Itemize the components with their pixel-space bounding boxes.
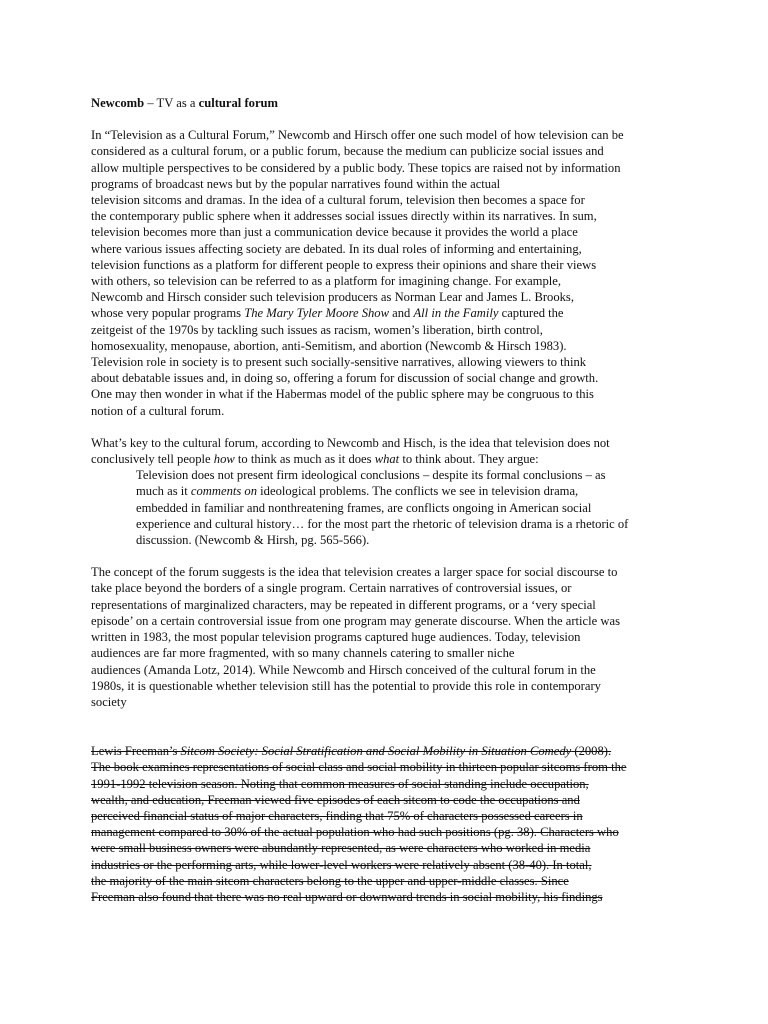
struck-line: were small business owners were abundantly represented, as were characters who worked in media bbox=[91, 841, 591, 856]
key-idea-pre: conclusively tell people bbox=[91, 452, 214, 467]
struck-line: management compared to 30% of the actual population who had such positions (pg. 38). Characters who bbox=[91, 825, 619, 840]
text-line: society bbox=[91, 694, 127, 709]
heading-dash-text: – TV as a bbox=[144, 96, 199, 110]
text-line-programs bbox=[91, 305, 680, 321]
quote-line-comments-on bbox=[136, 483, 680, 499]
key-idea-mid: to think as much as it does bbox=[234, 452, 375, 467]
quote-pre: much as it bbox=[136, 484, 191, 499]
text-line-how-what bbox=[91, 451, 680, 467]
paragraph-freeman-struck bbox=[91, 743, 680, 905]
quote-line: discussion. (Newcomb & Hirsh, pg. 565-566). bbox=[136, 533, 370, 548]
paragraph-key-idea bbox=[91, 435, 680, 467]
text-line: homosexuality, menopause, abortion, anti-Semitism, and abortion (Newcomb & Hirsch 1983). bbox=[91, 338, 567, 353]
freeman-pre: Lewis Freeman’s bbox=[91, 744, 181, 759]
text-line: One may then wonder in what if the Habermas model of the public sphere may be congruous to this bbox=[91, 387, 594, 402]
text-line: Television role in society is to present such socially-sensitive narratives, allowing viewers to think bbox=[91, 355, 587, 370]
programs-pre: whose very popular programs bbox=[91, 306, 245, 321]
quote-line: Television does not present firm ideological conclusions – despite its formal conclusions – as bbox=[136, 468, 606, 483]
key-idea-post: to think about. They argue: bbox=[399, 452, 539, 467]
block-quote bbox=[136, 467, 680, 548]
quote-line: embedded in familiar and nonthreatening frames, are conflicts ongoing in American social bbox=[136, 500, 592, 515]
text-line: television becomes more than just a communication device because it provides the world a place bbox=[91, 225, 578, 240]
emphasis-comments-on: comments on bbox=[190, 484, 258, 499]
text-line: programs of broadcast news but by the popular narratives found within the actual bbox=[91, 176, 501, 191]
text-line: take place beyond the borders of a single program. Certain narratives of controversial issues, or bbox=[91, 581, 572, 596]
text-line: The concept of the forum suggests is the idea that television creates a larger space for social discourse to bbox=[91, 565, 618, 580]
text-line: In “Television as a Cultural Forum,” Newcomb and Hirsch offer one such model of how television can be bbox=[91, 128, 624, 143]
paragraph-cultural-forum-intro bbox=[91, 127, 680, 419]
show-title-mary-tyler-moore: The Mary Tyler Moore Show bbox=[244, 306, 389, 321]
emphasis-what: what bbox=[374, 452, 400, 467]
struck-line: wealth, and education, Freeman viewed five episodes of each sitcom to code the occupations and bbox=[91, 792, 580, 807]
text-line: What’s key to the cultural forum, according to Newcomb and Hisch, is the idea that television does not bbox=[91, 435, 610, 450]
heading-topic: cultural forum bbox=[198, 96, 279, 110]
text-line: television functions as a platform for different people to express their opinions and share their views bbox=[91, 257, 597, 272]
freeman-post: (2008). bbox=[571, 744, 612, 759]
text-line: representations of marginalized characters, may be repeated in different programs, or a ‘very special bbox=[91, 597, 596, 612]
programs-post: captured the bbox=[498, 306, 564, 321]
heading-author: Newcomb bbox=[91, 96, 145, 110]
emphasis-how: how bbox=[213, 452, 235, 467]
paragraph-gap bbox=[91, 710, 680, 743]
text-line: television sitcoms and dramas. In the idea of a cultural forum, television then becomes a space for bbox=[91, 193, 585, 208]
text-line: about debatable issues and, in doing so, offering a forum for discussion of social change and growth. bbox=[91, 371, 599, 386]
text-line: Newcomb and Hirsch consider such television producers as Norman Lear and James L. Brooks, bbox=[91, 290, 574, 305]
struck-line: the majority of the main sitcom characters belong to the upper and upper-middle classes. Since bbox=[91, 873, 569, 888]
text-line: episode’ on a certain controversial issue from one program may generate discourse. When the article was bbox=[91, 613, 620, 628]
struck-line: The book examines representations of social class and social mobility in thirteen popular sitcoms from the bbox=[91, 760, 627, 775]
programs-mid: and bbox=[389, 306, 414, 321]
quote-line: experience and cultural history… for the most part the rhetoric of television drama is a rhetoric of bbox=[136, 516, 629, 531]
text-line: written in 1983, the most popular television programs captured huge audiences. Today, television bbox=[91, 630, 581, 645]
struck-line: industries or the performing arts, while lower-level workers were relatively absent (38-40). In total, bbox=[91, 857, 592, 872]
text-line: the contemporary public sphere when it addresses social issues directly within its narratives. In sum, bbox=[91, 209, 597, 224]
text-line: considered as a cultural forum, or a public forum, because the medium can publicize social issues and bbox=[91, 144, 604, 159]
text-line: 1980s, it is questionable whether television still has the potential to provide this role in contemporary bbox=[91, 678, 601, 693]
book-title-sitcom-society: Sitcom Society: Social Stratification and Social Mobility in Situation Comedy bbox=[180, 744, 572, 759]
quote-post: ideological problems. The conflicts we see in television drama, bbox=[257, 484, 579, 499]
text-line: notion of a cultural forum. bbox=[91, 403, 225, 418]
show-title-all-in-the-family: All in the Family bbox=[413, 306, 499, 321]
paragraph-forum-concept bbox=[91, 564, 680, 710]
struck-line: perceived financial status of major characters, finding that 75% of characters possessed careers in bbox=[91, 808, 583, 823]
text-line: zeitgeist of the 1970s by tackling such issues as racism, women’s liberation, birth control, bbox=[91, 322, 543, 337]
section-heading bbox=[91, 95, 680, 111]
text-line: audiences are far more fragmented, with so many channels catering to smaller niche bbox=[91, 646, 515, 661]
text-line: with others, so television can be referred to as a platform for imagining change. For example, bbox=[91, 274, 562, 289]
text-line: allow multiple perspectives to be considered by a public body. These topics are raised not by information bbox=[91, 160, 621, 175]
text-line: audiences (Amanda Lotz, 2014). While Newcomb and Hirsch conceived of the cultural forum in the bbox=[91, 662, 596, 677]
struck-line: 1991-1992 television season. Noting that common measures of social standing include occupation, bbox=[91, 776, 589, 791]
struck-line: Freeman also found that there was no real upward or downward trends in social mobility, his findings bbox=[91, 889, 603, 904]
struck-line-title bbox=[91, 743, 680, 759]
text-line: where various issues affecting society are debated. In its dual roles of informing and entertaining, bbox=[91, 241, 582, 256]
